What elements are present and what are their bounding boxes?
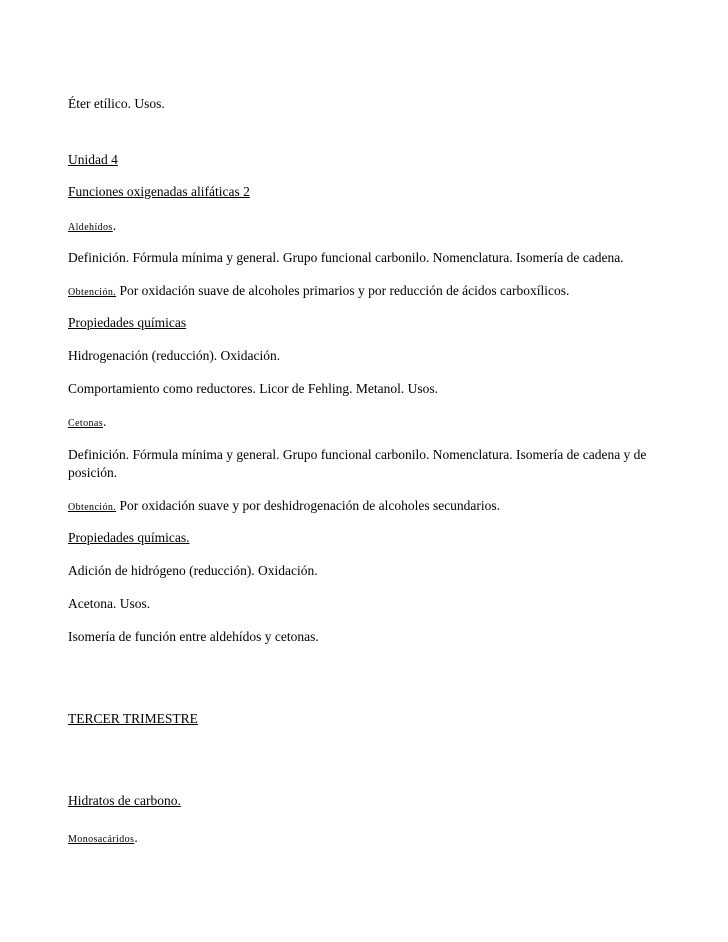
text-cetonas-definicion: Definición. Fórmula mínima y general. Grupo funcional carbonilo. Nomenclatura. Isomería de cadena y de posición. [68,447,647,480]
text-obtencion-1: Por oxidación suave de alcoholes primarios y por reducción de ácidos carboxílicos. [116,283,570,298]
label-monosacaridos: Monosacáridos [68,834,135,845]
subheading-cetonas [68,413,668,433]
subheading-monosacaridos [68,829,668,849]
text-aldehidos-obtencion [68,282,668,302]
text-acetona-usos: Acetona. Usos. [68,596,151,611]
label-cetonas: Cetonas [68,418,104,429]
text-eter-etilico: Éter etílico. Usos. [68,96,165,111]
text-cetonas-obtencion [68,497,668,517]
heading-tercer-trimestre: TERCER TRIMESTRE [68,711,198,726]
text-comportamiento: Comportamiento como reductores. Licor de Fehling. Metanol. Usos. [68,381,439,396]
label-aldehidos-tail: . [112,218,117,233]
heading-funciones-oxigenadas: Funciones oxigenadas alifáticas 2 [68,184,250,199]
heading-hidratos-carbono: Hidratos de carbono. [68,793,181,808]
text-obtencion-2: Por oxidación suave y por deshidrogenación de alcoholes secundarios. [116,498,501,513]
subheading-aldehidos [68,217,668,237]
label-monosacaridos-tail: . [134,830,138,845]
text-adicion-hidrogeno: Adición de hidrógeno (reducción). Oxidación. [68,563,318,578]
heading-propiedades-quimicas-2: Propiedades químicas. [68,530,190,545]
heading-propiedades-quimicas-1: Propiedades químicas [68,315,187,330]
label-obtencion-1: Obtención. [68,287,117,298]
label-cetonas-tail: . [103,414,107,429]
heading-unidad-4: Unidad 4 [68,152,118,167]
text-hidrogenacion: Hidrogenación (reducción). Oxidación. [68,348,281,363]
text-isomeria-funcion: Isomería de función entre aldehídos y cetonas. [68,629,319,644]
label-obtencion-2: Obtención. [68,502,117,513]
text-aldehidos-definicion: Definición. Fórmula mínima y general. Grupo funcional carbonilo. Nomenclatura. Isomería de cadena. [68,250,624,265]
label-aldehidos: Aldehídos [68,222,113,233]
